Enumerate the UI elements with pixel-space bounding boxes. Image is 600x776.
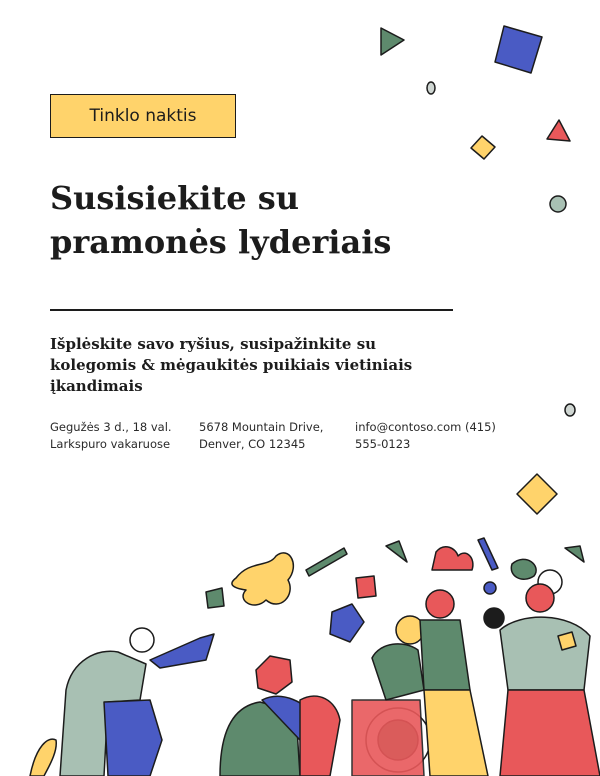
red-hexagon xyxy=(256,656,292,694)
person-right-body xyxy=(500,617,590,690)
address-street: 5678 Mountain Drive, xyxy=(199,420,324,434)
person-wheelchair-body xyxy=(372,644,424,700)
headline-line-2: pramonės lyderiais xyxy=(50,223,392,261)
green-square xyxy=(206,588,224,608)
date-text: Gegužės 3 d., 18 val. xyxy=(50,420,172,434)
green-triangle-small xyxy=(386,541,407,562)
plant-leaf xyxy=(30,739,56,776)
yellow-cube xyxy=(558,632,576,650)
person-dancer-body xyxy=(420,620,470,690)
green-blob xyxy=(511,559,536,579)
person-dancer-head xyxy=(426,590,454,618)
green-stick xyxy=(306,548,347,576)
contact-phone: 555-0123 xyxy=(355,437,411,451)
subtitle-line-3: įkandimais xyxy=(50,377,143,395)
event-tag-label: Tinklo naktis xyxy=(89,106,197,126)
person-right-head xyxy=(526,584,554,612)
contact-email: info@contoso.com (415) xyxy=(355,420,496,434)
yellow-blob xyxy=(232,553,293,605)
blue-pentagon xyxy=(330,604,364,642)
person-dancer-hair xyxy=(484,608,504,628)
red-square xyxy=(356,576,376,598)
blue-dot xyxy=(484,582,496,594)
subtitle-line-1: Išplėskite savo ryšius, susipažinkite su xyxy=(50,335,377,353)
wheelchair-seat xyxy=(352,700,424,776)
venue-text: Larkspuro vakaruose xyxy=(50,437,171,451)
subtitle-line-2: kolegomis & mėgaukitės puikiais vietiniais xyxy=(50,356,413,374)
person-left-legs xyxy=(104,700,162,776)
blue-stick xyxy=(478,538,498,570)
headline-line-1: Susisiekite su xyxy=(50,179,299,217)
person-dancer-legs xyxy=(424,690,488,776)
person-left-head xyxy=(130,628,154,652)
person-right-legs xyxy=(500,690,600,776)
green-triangle-right xyxy=(565,546,584,562)
address-city: Denver, CO 12345 xyxy=(199,437,306,451)
red-cloud xyxy=(432,547,473,570)
person-middle-legs xyxy=(300,696,340,776)
laptop xyxy=(150,634,214,668)
